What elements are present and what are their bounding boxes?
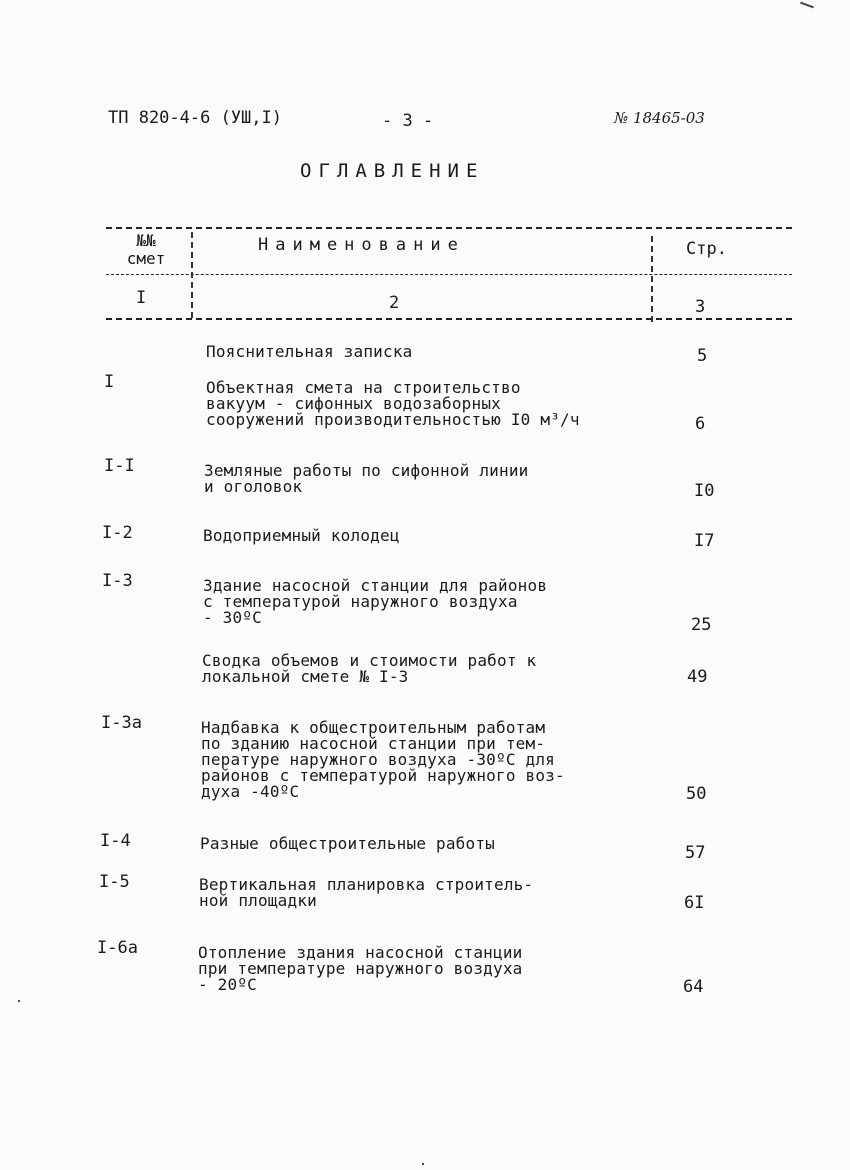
scan-dot: [422, 1163, 424, 1165]
column-header-page: Стр.: [686, 239, 727, 259]
column-header-number-line1: №№: [136, 231, 156, 250]
entry-title: Водоприемный колодец: [203, 526, 400, 545]
entry-page: 6I: [684, 893, 705, 913]
entry-number: I-6а: [97, 938, 138, 958]
entry-title: Здание насосной станции для районов с температурой наружного воздуха - 30ºС: [203, 576, 548, 627]
column-index-3: 3: [695, 297, 706, 317]
entry-page: 5: [697, 346, 708, 366]
entry-number: I-I: [104, 456, 135, 476]
entry-page: 64: [683, 977, 704, 997]
entry-title: Надбавка к общестроительным работам по зданию насосной станции при тем- пературе наружного воздуха -30ºС для районов с температурой наружного воз- духа -40ºС: [201, 718, 565, 801]
column-header-number: [126, 232, 166, 268]
entry-page: 25: [691, 615, 712, 635]
entry-number: I-2: [102, 523, 133, 543]
entry-number: I: [104, 372, 115, 392]
entry-page: 50: [686, 784, 707, 804]
entry-title: Земляные работы по сифонной линии и оголовок: [204, 461, 529, 496]
document-code: ТП 820-4-6 (УШ,I): [108, 108, 282, 128]
page-number: - 3 -: [382, 111, 434, 131]
table-bottom-rule: [106, 318, 792, 320]
column-index-2: 2: [389, 293, 400, 313]
entry-title: Объектная смета на строительство вакуум - сифонных водозаборных сооружений производительностью I0 м³/ч: [206, 378, 580, 429]
entry-number: I-5: [99, 872, 130, 892]
entry-number: I-3а: [101, 713, 142, 733]
entry-page: 6: [695, 414, 706, 434]
column-header-name: Наименование: [258, 235, 465, 255]
table-top-rule: [106, 227, 792, 229]
page-title: ОГЛАВЛЕНИЕ: [300, 160, 485, 182]
entry-title: Вертикальная планировка строитель- ной площадки: [199, 875, 534, 910]
entry-page: I0: [694, 481, 715, 501]
entry-number: I-3: [102, 571, 133, 591]
column-header-number-line2: смет: [126, 249, 166, 268]
column-divider-2: [651, 236, 653, 322]
table-header-rule: [106, 274, 792, 275]
entry-title: Отопление здания насосной станции при температуре наружного воздуха - 20ºС: [198, 943, 523, 994]
entry-title: Пояснительная записка: [206, 342, 413, 361]
entry-page: 49: [687, 667, 708, 687]
scan-mark: [800, 2, 814, 9]
column-divider-1: [191, 232, 193, 318]
entry-page: 57: [685, 843, 706, 863]
column-index-1: I: [136, 288, 147, 308]
scan-dot: [18, 1000, 20, 1002]
inventory-number: № 18465-03: [614, 109, 705, 127]
entry-page: I7: [694, 531, 715, 551]
entry-title: Разные общестроительные работы: [200, 834, 495, 853]
entry-number: I-4: [100, 831, 131, 851]
entry-title: Сводка объемов и стоимости работ к локальной смете № I-3: [202, 651, 537, 686]
